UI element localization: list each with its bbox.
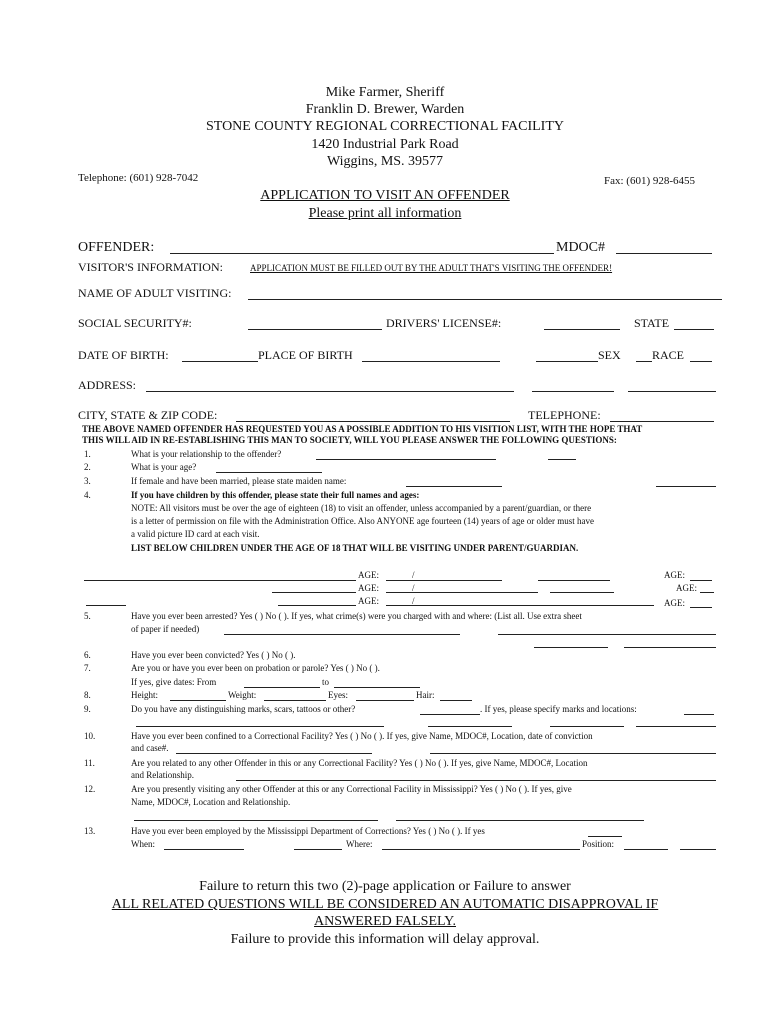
q4-text: If you have children by this offender, please state their full names and ages: [131,490,420,500]
q3-text: If female and have been married, please state maiden name: [131,476,347,486]
footer-line-4: Failure to provide this information will delay approval. [230,932,540,947]
child-age-label-2: AGE: [358,583,379,593]
q10-text: Have you ever been confined to a Correctional Facility? Yes ( ) No ( ). If yes, give Name, MDOC#, Location, date of conviction [131,731,593,741]
q7-from-field[interactable] [244,687,320,688]
q13-position-label: Position: [582,839,615,849]
q12-field-2[interactable] [396,820,644,821]
child-age-field-2[interactable] [386,592,538,593]
child-age-label-5: AGE: [676,583,697,593]
sheriff-name: Mike Farmer, Sheriff [325,85,445,100]
q9-field-5[interactable] [550,726,624,727]
telephone-label: TELEPHONE: [528,408,601,422]
dob-field[interactable] [182,361,258,362]
q1-number: 1. [84,449,91,459]
slash-2: / [412,583,415,593]
visitor-info-note: APPLICATION MUST BE FILLED OUT BY THE ADULT THAT'S VISITING THE OFFENDER! [250,263,613,273]
q5-text-2: of paper if needed) [131,624,200,634]
mdoc-field[interactable] [616,253,712,254]
q5-field[interactable] [224,634,460,635]
q13-when-field-2[interactable] [294,849,342,850]
facility-address-line1: 1420 Industrial Park Road [311,137,459,152]
child-age-label-3: AGE: [358,596,379,606]
q13-number: 13. [84,826,96,836]
warden-name: Franklin D. Brewer, Warden [305,102,465,117]
q9-text-2: . If yes, please specify marks and locations: [480,704,637,714]
q1-field-2[interactable] [548,459,576,460]
dob-label: DATE OF BIRTH: [78,348,169,362]
q1-text: What is your relationship to the offender? [131,449,282,459]
license-field[interactable] [544,329,620,330]
q8-hair-field[interactable] [440,700,472,701]
address-field-3[interactable] [628,391,716,392]
adult-name-label: NAME OF ADULT VISITING: [78,286,232,300]
q8-eyes-label: Eyes: [328,690,348,700]
fax-number: Fax: (601) 928-6455 [604,175,696,187]
telephone-number: Telephone: (601) 928-7042 [78,172,199,184]
q9-text: Do you have any distinguishing marks, scars, tattoos or other? [131,704,356,714]
q4-note-line-3: a valid picture ID card at each visit. [131,529,260,539]
ssn-field[interactable] [248,329,382,330]
sex-field[interactable] [536,361,598,362]
q12-text-2: Name, MDOC#, Location and Relationship. [131,797,291,807]
city-label: CITY, STATE & ZIP CODE: [78,408,218,422]
q13-field[interactable] [588,836,622,837]
q11-number: 11. [84,758,95,768]
q7-dates-label: If yes, give dates: From [131,677,217,687]
q10-text-2: and case#. [131,743,169,753]
q2-number: 2. [84,462,91,472]
offender-field[interactable] [170,253,554,254]
race-field[interactable] [690,361,712,362]
q9-field-2[interactable] [684,714,714,715]
q12-field[interactable] [134,820,378,821]
child-age-field-6[interactable] [690,607,712,608]
q1-field[interactable] [316,459,496,460]
q8-eyes-field[interactable] [356,700,414,701]
q10-field[interactable] [176,753,372,754]
pob-label: PLACE OF BIRTH [258,348,353,362]
q13-where-label: Where: [346,839,373,849]
q7-to-field[interactable] [334,687,420,688]
address-field[interactable] [146,391,514,392]
state-field[interactable] [674,329,714,330]
q12-text: Are you presently visiting any other Offender at this or any Correctional Facility in Mississippi? Yes ( ) No ( ). If yes, give [131,784,572,794]
child-age-label-1: AGE: [358,570,379,580]
q7-to-label: to [322,677,330,687]
q5-field-2[interactable] [498,634,716,635]
telephone-field[interactable] [610,421,714,422]
city-field[interactable] [236,421,510,422]
q8-number: 8. [84,690,91,700]
child-name-field-5[interactable] [550,592,614,593]
race-label: RACE [652,348,685,362]
sex-label: SEX [598,348,621,362]
q13-where-field[interactable] [382,849,580,850]
q5-text: Have you ever been arrested? Yes ( ) No ( ). If yes, what crime(s) were you charged with and where: (List all. Use extra sheet [131,611,582,621]
slash-3: / [412,596,415,606]
q2-text: What is your age? [131,462,197,472]
q5-field-4[interactable] [624,647,716,648]
q6-text: Have you ever been convicted? Yes ( ) No ( ). [131,650,296,660]
q8-hair-label: Hair: [416,690,435,700]
facility-name: STONE COUNTY REGIONAL CORRECTIONAL FACILITY [205,119,565,134]
child-name-field-2[interactable] [272,592,356,593]
q7-number: 7. [84,663,91,673]
intro-line-2: THIS WILL AID IN RE-ESTABLISHING THIS MAN TO SOCIETY, WILL YOU PLEASE ANSWER THE FOLLOWING QUESTIONS: [82,435,617,445]
license-label: DRIVERS' LICENSE#: [386,316,502,330]
q13-when-label: When: [131,839,155,849]
q13-position-field-2[interactable] [680,849,716,850]
q3-number: 3. [84,476,91,486]
q11-text-2: and Relationship. [131,770,194,780]
q3-field[interactable] [406,486,502,487]
q9-field[interactable] [420,714,480,715]
race-prefix-line [636,361,652,362]
q6-number: 6. [84,650,91,660]
child-age-label-4: AGE: [664,570,685,580]
q13-text: Have you ever been employed by the Mississippi Department of Corrections? Yes ( ) No ( ). If yes [131,826,485,836]
child-name-field-1[interactable] [84,580,356,581]
footer-line-3: ANSWERED FALSELY. [314,914,456,929]
q2-field[interactable] [216,472,322,473]
q9-field-4[interactable] [428,726,512,727]
state-label: STATE [634,316,670,330]
footer-line-2: ALL RELATED QUESTIONS WILL BE CONSIDERED AN AUTOMATIC DISAPPROVAL IF [111,897,659,912]
form-title: APPLICATION TO VISIT AN OFFENDER [260,188,510,203]
address-field-2[interactable] [532,391,614,392]
q9-field-3[interactable] [136,726,384,727]
q3-field-2[interactable] [656,486,716,487]
q11-text: Are you related to any other Offender in this or any Correctional Facility? Yes ( ) No ( ). If yes, give Name, MDOC#, Location [131,758,588,768]
offender-label: OFFENDER: [78,240,155,255]
form-subtitle: Please print all information [308,206,462,221]
q4-children-list-heading: LIST BELOW CHILDREN UNDER THE AGE OF 18 THAT WILL BE VISITING UNDER PARENT/GUARDIAN. [131,543,579,553]
q8-height-field[interactable] [170,700,226,701]
intro-line-1: THE ABOVE NAMED OFFENDER HAS REQUESTED YOU AS A POSSIBLE ADDITION TO HIS VISITION LIST, WITH THE HOPE THAT [82,424,643,434]
child-name-field-4[interactable] [538,580,610,581]
q7-text: Are you or have you ever been on probation or parole? Yes ( ) No ( ). [131,663,380,673]
q10-number: 10. [84,731,96,741]
ssn-label: SOCIAL SECURITY#: [78,316,192,330]
q5-number: 5. [84,611,91,621]
adult-name-field[interactable] [248,299,722,300]
mdoc-label: MDOC# [556,240,606,255]
q10-field-2[interactable] [430,753,716,754]
child-age-label-6: AGE: [664,598,685,608]
child-age-field-1[interactable] [386,580,502,581]
q13-when-field[interactable] [164,849,244,850]
q8-weight-field[interactable] [264,700,326,701]
q8-weight-label: Weight: [228,690,257,700]
q9-field-6[interactable] [636,726,716,727]
visitor-info-label: VISITOR'S INFORMATION: [78,260,223,274]
child-name-field-3b[interactable] [278,605,356,606]
q9-number: 9. [84,704,91,714]
q13-position-field[interactable] [624,849,668,850]
child-name-field-3[interactable] [86,605,126,606]
q5-field-3[interactable] [534,647,608,648]
child-age-field-3[interactable] [386,605,654,606]
footer-line-1: Failure to return this two (2)-page application or Failure to answer [199,879,571,894]
slash-1: / [412,570,415,580]
pob-field[interactable] [362,361,500,362]
child-age-field-5[interactable] [700,592,714,593]
q4-note-line-1: NOTE: All visitors must be over the age of eighteen (18) to visit an offender, unless accompanied by a parent/guardian, or there [131,503,592,513]
q4-note-line-2: is a letter of permission on file with the Administration Office. Also ANYONE age fourteen (14) years of age or older must have [131,516,594,526]
address-label: ADDRESS: [78,378,137,392]
q8-height-label: Height: [131,690,158,700]
q4-number: 4. [84,490,91,500]
facility-address-line2: Wiggins, MS. 39577 [326,154,444,169]
q12-number: 12. [84,784,96,794]
child-age-field-4[interactable] [690,580,712,581]
q11-field[interactable] [236,780,716,781]
